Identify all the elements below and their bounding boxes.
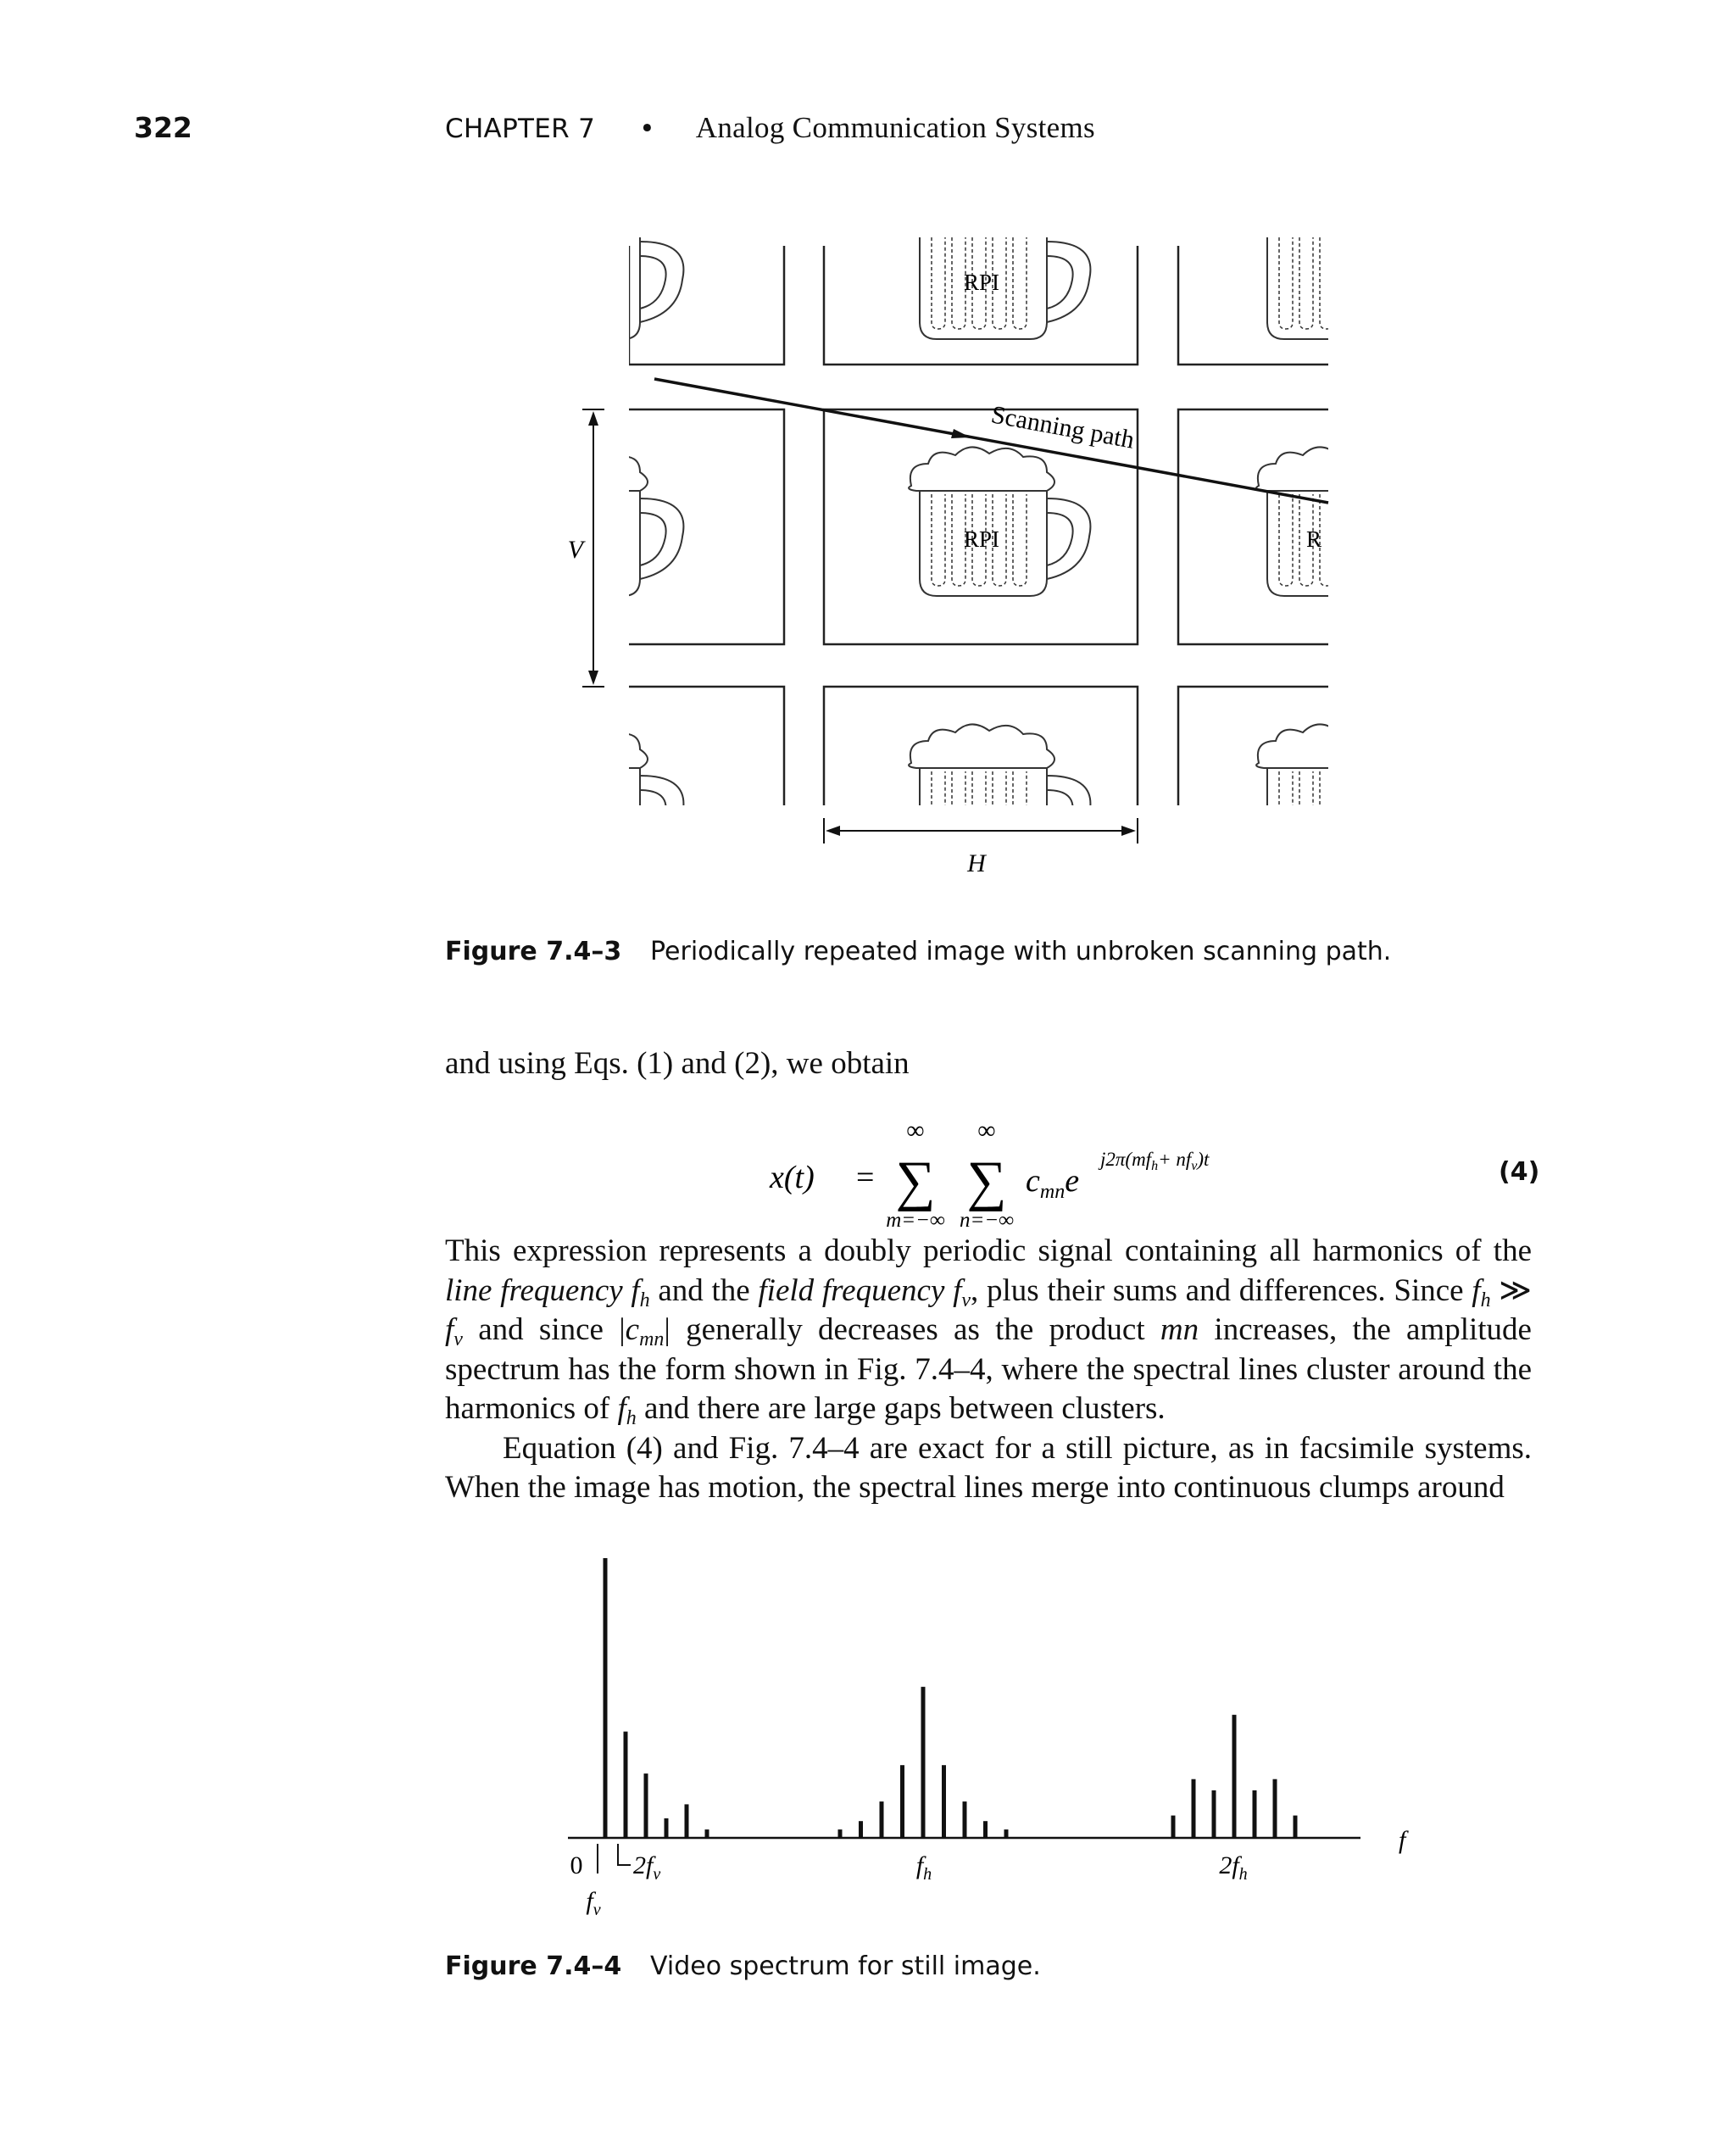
tick-label-fh: $f_h$ xyxy=(915,1851,932,1884)
paragraph-2: Equation (4) and Fig. 7.4–4 are exact for a still picture, as in facsimile systems. When the image has motion, the spectral lines merge into continuous clumps around xyxy=(445,1430,1532,1505)
paragraph-1: This expression represents a doubly periodic signal containing all harmonics of the line frequency $f_h$ and the field frequency $f_v$, plus their sums and differences. Since $f_h$ ≫ $f_v$ and since $|c_{mn}|$ generally decreases as the product mn increases, the amplitude spectrum has the form shown in Fig. 7.4–4, where the spectral lines cluster around the harmonics of $f_h$ and there are large gaps between clusters. xyxy=(445,1233,1532,1429)
eq-sum1-lower: m=−∞ xyxy=(886,1209,945,1232)
spectral-line-bar xyxy=(685,1804,689,1838)
spectral-line-bar xyxy=(880,1801,884,1838)
spectral-line-bar xyxy=(1004,1829,1009,1838)
spectral-line-bar xyxy=(1212,1790,1216,1838)
spectral-line-bar xyxy=(942,1765,946,1838)
figure-7-4-3-caption-text: Periodically repeated image with unbroken scanning path. xyxy=(650,937,1392,966)
spectrum-bars xyxy=(604,1558,1298,1838)
figure-7-4-4-caption xyxy=(445,1951,1041,1981)
spectral-line-bar xyxy=(1192,1779,1196,1838)
eq-sum2-upper: ∞ xyxy=(977,1123,996,1144)
chapter-title: Analog Communication Systems xyxy=(695,111,1095,144)
spectral-line-bar xyxy=(859,1821,863,1838)
page-number: 322 xyxy=(134,111,192,144)
eq-coefficient: $c_{mn}e$ xyxy=(1026,1163,1080,1203)
spectral-line-bar xyxy=(838,1829,843,1838)
tick-label-two-fh: $2f_h$ xyxy=(1219,1851,1248,1884)
figure-7-4-3-scanning-diagram xyxy=(542,237,1390,899)
h-dimension xyxy=(824,818,1138,843)
f-axis-label: f xyxy=(1399,1826,1406,1854)
scanning-path-label: Scanning path xyxy=(988,400,1137,454)
figure-7-4-4-number: Figure 7.4–4 xyxy=(445,1951,622,1981)
h-label: H xyxy=(967,849,986,877)
body-paragraphs xyxy=(445,1232,1532,1508)
tick-label-zero: 0 xyxy=(570,1851,583,1879)
spectral-line-bar xyxy=(665,1818,669,1838)
two-fv-tick-line xyxy=(618,1844,631,1865)
spectral-line-bar xyxy=(624,1732,628,1838)
eq-exponent: $j2\pi(mf_h+ nf_v)t$ xyxy=(1100,1149,1210,1173)
logo-text-middle: RPI xyxy=(963,526,1000,552)
v-dimension xyxy=(582,409,604,687)
intro-line: and using Eqs. (1) and (2), we obtain xyxy=(445,1046,910,1081)
spectral-line-bar xyxy=(1253,1790,1257,1838)
figure-7-4-4-caption-text: Video spectrum for still image. xyxy=(650,1951,1041,1981)
spectral-line-bar xyxy=(1273,1779,1277,1838)
eq-sum1-symbol: ∑ xyxy=(895,1150,936,1212)
equation-4 xyxy=(763,1123,1543,1233)
header-bullet: • xyxy=(639,114,655,144)
spectral-line-bar xyxy=(1171,1816,1176,1838)
spectral-line-bar xyxy=(604,1558,608,1838)
figure-7-4-4-spectrum-chart xyxy=(551,1543,1424,1933)
tick-label-two-fv: $2f_v$ xyxy=(633,1851,661,1884)
spectral-line-bar xyxy=(1294,1816,1298,1838)
chapter-label: CHAPTER 7 xyxy=(445,114,596,144)
logo-text-clipped: R xyxy=(1305,526,1322,552)
logo-text-top: RPI xyxy=(963,270,1000,295)
scanning-path-arrowhead xyxy=(951,429,971,438)
spectral-line-bar xyxy=(921,1687,926,1838)
eq-lhs: x(t) xyxy=(770,1160,815,1195)
eq-equals: = xyxy=(856,1160,875,1195)
spectral-line-bar xyxy=(1232,1715,1237,1838)
spectral-line-bar xyxy=(705,1829,709,1838)
spectral-line-bar xyxy=(900,1765,904,1838)
eq-sum2-symbol: ∑ xyxy=(966,1150,1007,1212)
eq-sum1-upper: ∞ xyxy=(906,1123,925,1144)
spectral-line-bar xyxy=(983,1821,988,1838)
eq-sum2-lower: n=−∞ xyxy=(959,1209,1015,1232)
spectral-line-bar xyxy=(963,1801,967,1838)
spectral-line-bar xyxy=(644,1773,648,1838)
equation-number: (4) xyxy=(1499,1157,1540,1187)
running-head xyxy=(445,111,1095,145)
tick-label-fv: $f_v$ xyxy=(586,1887,601,1919)
figure-7-4-3-number: Figure 7.4–3 xyxy=(445,937,622,966)
v-label: V xyxy=(567,536,583,564)
figure-7-4-3-caption xyxy=(445,937,1391,966)
